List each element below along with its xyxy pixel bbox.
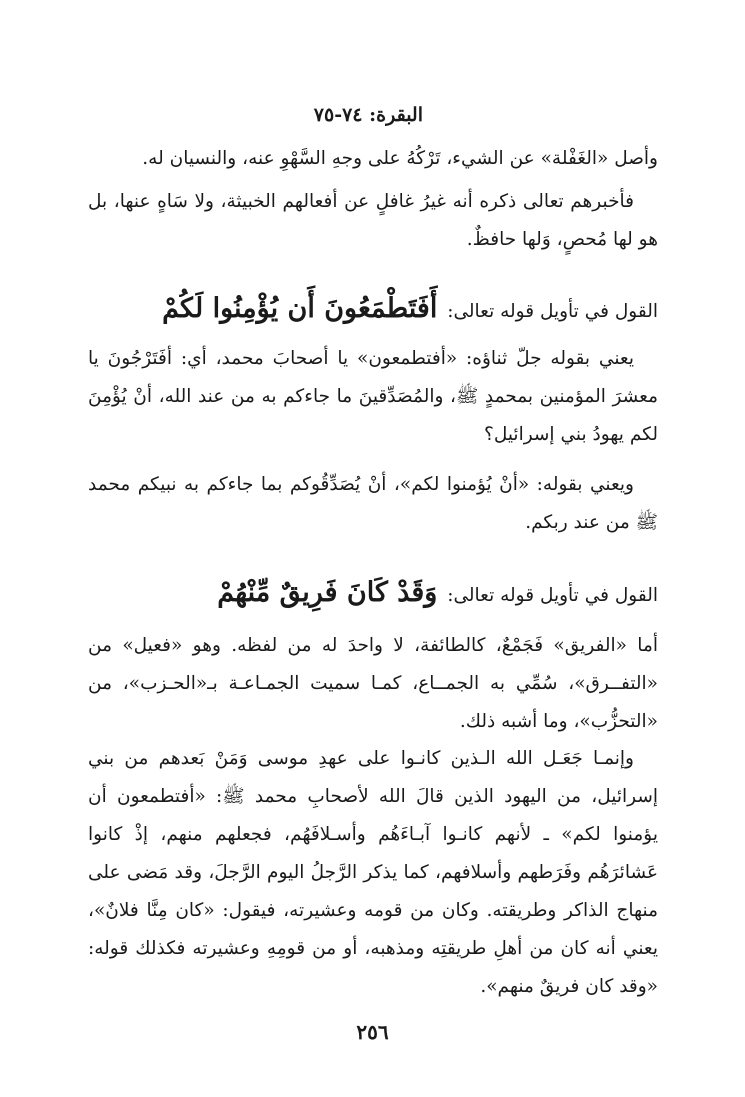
section-heading-1	[88, 289, 658, 332]
heading-label: القول في تأويل قوله تعالى:	[447, 585, 658, 606]
running-header: البقرة: ٧٤-٧٥	[313, 104, 423, 126]
paragraph-meaning-of-yuminu: ويعني بقوله: «أنْ يُؤمنوا لكم»، أنْ يُصَدِّقُوكم بما جاءكم به نبيكم محمد ﷺ من عند ربكم.	[88, 474, 658, 533]
quran-verse: وَقَدْ كَانَ فَرِيقٌ مِّنْهُمْ	[217, 577, 438, 608]
paragraph-meaning-of-tatmaoon: يعني بقوله جلّ ثناؤه: «أفتطمعون» يا أصحابَ محمد، أي: أفَتَرْجُونَ يا معشرَ المؤمنين بمحمدٍ ﷺ، والمُصَدِّقينَ ما جاءكم به من عند الله، أنْ يُؤْمِنَ لكم يهودُ بني إسرائيل؟	[88, 348, 658, 445]
paragraph-god-not-heedless: فأخبرهم تعالى ذكره أنه غيرُ غافلٍ عن أفعالهم الخبيثة، ولا سَاهٍ عنها، بل هو لها مُحصٍ، وَلها حافظٌ.	[88, 191, 658, 250]
quran-verse: أَفَتَطْمَعُونَ أَن يُؤْمِنُوا لَكُمْ	[162, 293, 438, 324]
paragraph-explanation: وإنمـا جَعَـل الله الـذين كانـوا على عهدِ موسى وَمَنْ بَعدهم من بني إسرائيل، من اليهود الذين قالَ الله لأصحابِ محمد ﷺ: «أفتطمعون أن يؤمنوا لكم» ـ لأنهم كانـوا آبـاءَهُم وأسـلافَهُم، فجعلهم منهم، إذْ كانوا عَشائرَهُم وفَرَطهم وأسلافهم، كما يذكر الرَّجلُ اليوم الرَّجلَ، وقد مَضى على منهاج الذاكر وطريقته. وكان من قومه وعشيرته، فيقول: «كان مِنَّا فلانٌ»، يعني أنه كان من أهلِ طريقتِه ومذهبه، أو من قومِهِ وعشيرته فكذلك قوله: «وقد كان فريقٌ منهم».	[88, 748, 658, 997]
paragraph-fariq-definition: أما «الفريق» فَجَمْعٌ، كالطائفة، لا واحدَ له من لفظه. وهو «فعيل» من «التفــرق»، سُمِّي به الجمــاع، كمـا سميت الجمـاعـة بـ«الحـزب»، من «التحزُّب»، وما أشبه ذلك.	[88, 635, 658, 732]
paragraph-ghafla-definition: وأصل «الغَفْلة» عن الشيء، تَرْكُهُ على وجهِ السَّهْوِ عنه، والنسيان له.	[142, 148, 658, 169]
section-heading-2	[88, 573, 658, 616]
heading-label: القول في تأويل قوله تعالى:	[447, 301, 658, 322]
page-number: ٢٥٦	[356, 1020, 389, 1044]
